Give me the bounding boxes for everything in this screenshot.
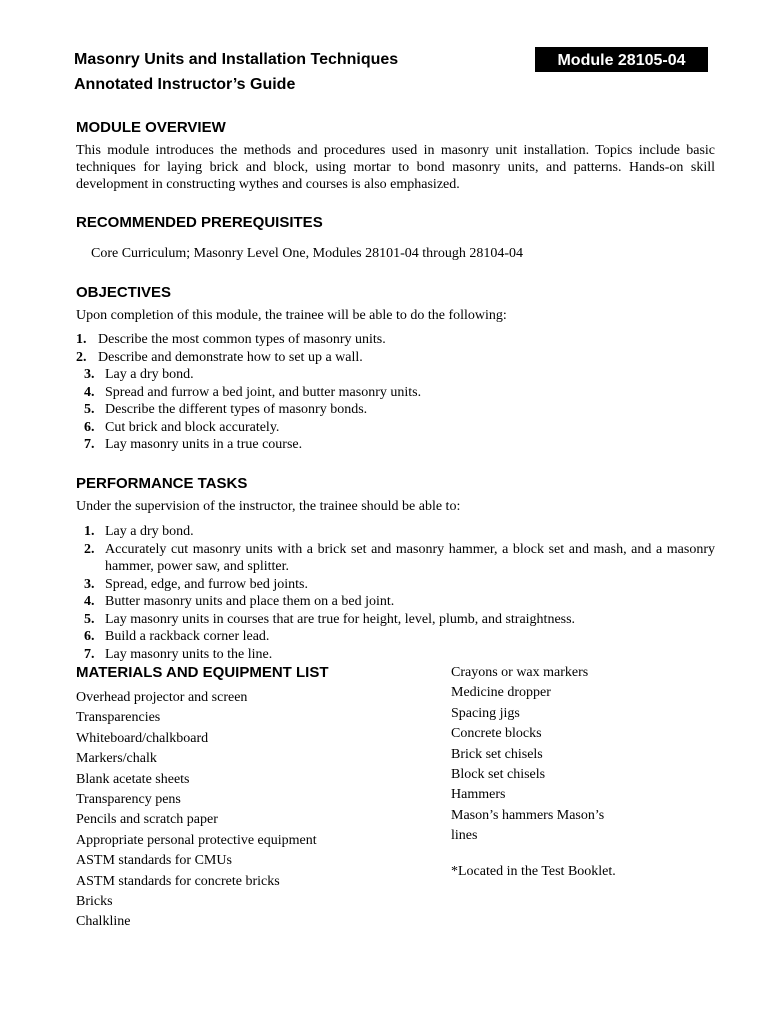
- list-item: Spacing jigs: [451, 705, 520, 721]
- list-item: Markers/chalk: [76, 751, 157, 767]
- list-item: Mason’s hammers Mason’s: [451, 807, 605, 823]
- list-item: ASTM standards for CMUs: [76, 853, 232, 869]
- list-item: Chalkline: [76, 914, 131, 930]
- performance-intro: Under the supervision of the instructor, the trainee should be able to:: [76, 499, 461, 514]
- list-item: lines: [451, 828, 478, 844]
- list-item: 1. Lay a dry bond.: [84, 524, 194, 539]
- materials-heading: MATERIALS AND EQUIPMENT LIST: [76, 664, 329, 681]
- list-item: 7. Lay masonry units in a true course.: [84, 437, 303, 452]
- list-item: Block set chisels: [451, 767, 546, 783]
- list-item: ASTM standards for concrete bricks: [76, 873, 280, 889]
- prerequisites-heading: RECOMMENDED PREREQUISITES: [76, 214, 323, 231]
- performance-list: [76, 523, 715, 663]
- list-item: 4. Butter masonry units and place them on a bed joint.: [84, 594, 395, 609]
- list-item: 5. Lay masonry units in courses that are true for height, level, plumb, and straightness.: [84, 611, 576, 627]
- list-item: Concrete blocks: [451, 726, 542, 742]
- objectives-heading: OBJECTIVES: [76, 284, 172, 301]
- performance-heading: PERFORMANCE TASKS: [76, 475, 248, 492]
- list-item: Crayons or wax markers: [451, 665, 589, 680]
- materials-right-column: [451, 663, 616, 882]
- list-item: Transparency pens: [76, 792, 181, 808]
- materials-left-column: [76, 688, 317, 933]
- list-item: Medicine dropper: [451, 685, 551, 701]
- list-item: 1. Describe the most common types of masonry units.: [76, 332, 386, 347]
- list-item: Overhead projector and screen: [76, 690, 248, 705]
- list-item: Blank acetate sheets: [76, 771, 190, 787]
- list-item: 7. Lay masonry units to the line.: [84, 646, 273, 662]
- list-item: 4. Spread and furrow a bed joint, and butter masonry units.: [84, 384, 422, 400]
- list-item: Bricks: [76, 894, 113, 910]
- objectives-intro: Upon completion of this module, the trainee will be able to do the following:: [76, 308, 507, 323]
- materials-footnote: *Located in the Test Booklet.: [451, 863, 616, 879]
- list-item: 6. Build a rackback corner lead.: [84, 629, 270, 644]
- list-item: Hammers: [451, 787, 506, 803]
- module-number-badge: Module 28105-04: [535, 47, 708, 72]
- overview-text: This module introduces the methods and procedures used in masonry unit installation. Topics include basic techniques for laying brick and block, using mortar to bond masonry units, and patterns. Hands-on skill development in constructing wythes and courses is also emphasized.: [76, 143, 715, 192]
- list-item: Brick set chisels: [451, 746, 543, 762]
- list-item: 2. Accurately cut masonry units with a brick set and masonry hammer, a block set and mash, and a masonry hammer, power saw, and splitter.: [84, 541, 715, 574]
- overview-heading: MODULE OVERVIEW: [76, 119, 226, 136]
- list-item: Transparencies: [76, 710, 161, 726]
- title-line-1: Masonry Units and Installation Techniques: [74, 51, 399, 68]
- list-item: 3. Lay a dry bond.: [84, 367, 194, 382]
- list-item: Appropriate personal protective equipment: [76, 832, 317, 848]
- list-item: 2. Describe and demonstrate how to set up a wall.: [76, 349, 363, 365]
- objectives-list: [76, 331, 696, 454]
- list-item: 6. Cut brick and block accurately.: [84, 419, 280, 435]
- list-item: 3. Spread, edge, and furrow bed joints.: [84, 576, 308, 592]
- prerequisites-text: Core Curriculum; Masonry Level One, Modules 28101-04 through 28104-04: [91, 246, 523, 261]
- list-item: 5. Describe the different types of masonry bonds.: [84, 402, 368, 417]
- document-title: [74, 47, 398, 97]
- list-item: Pencils and scratch paper: [76, 812, 218, 828]
- title-line-2: Annotated Instructor’s Guide: [74, 76, 296, 93]
- list-item: Whiteboard/chalkboard: [76, 730, 209, 746]
